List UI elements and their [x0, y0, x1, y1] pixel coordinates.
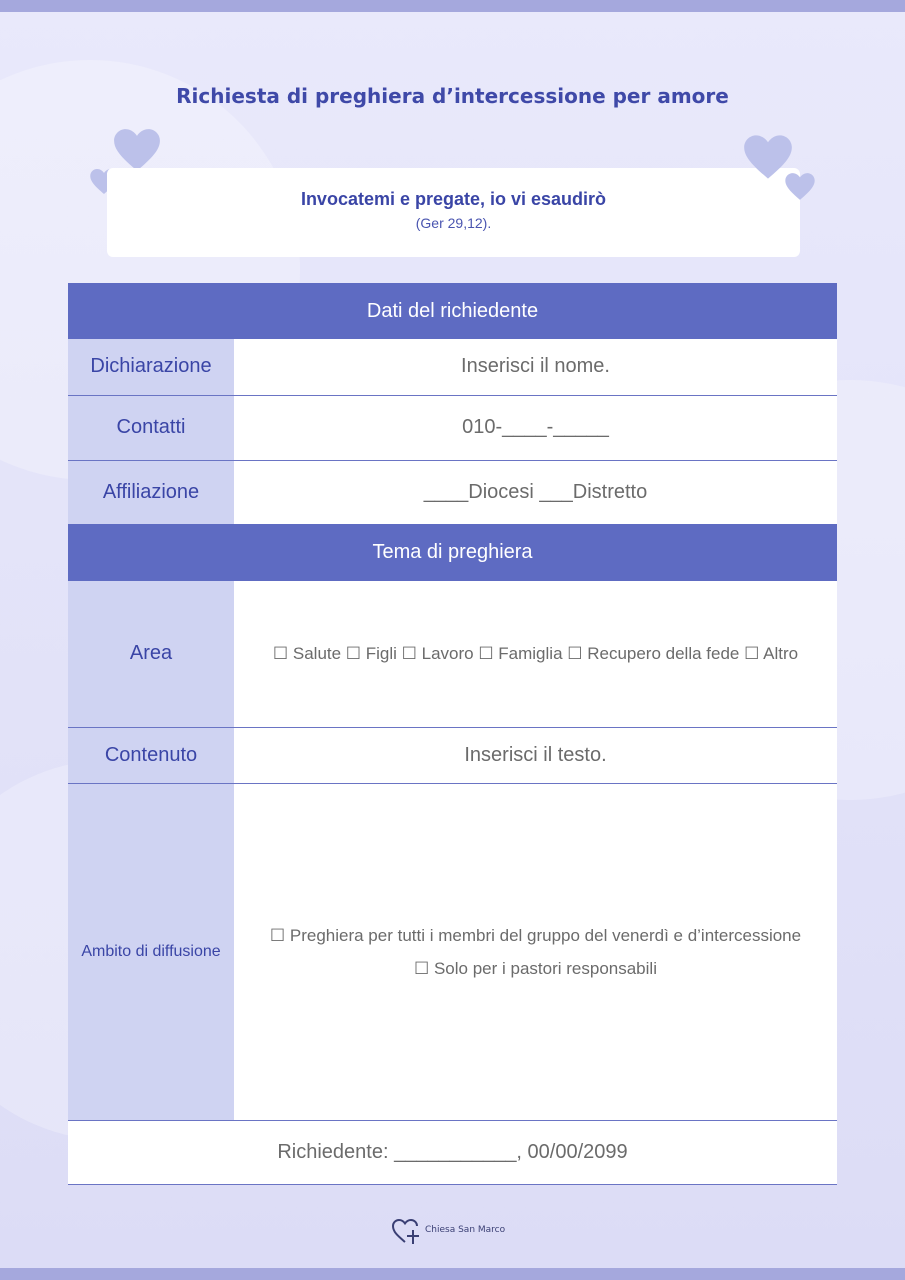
church-logo [390, 1214, 505, 1246]
bottom-accent-bar [0, 1268, 905, 1280]
label-declaration: Dichiarazione [68, 339, 234, 395]
distribution-scope-options [234, 783, 837, 1120]
quote-card [107, 168, 800, 257]
page-title: Richiesta di preghiera d’intercessione per amore [176, 84, 729, 108]
label-content: Contenuto [68, 727, 234, 783]
heart-cross-icon [390, 1215, 424, 1245]
heart-icon [784, 171, 816, 202]
bible-quote: Invocatemi e pregate, io vi esaudirò [300, 189, 607, 209]
label-affiliation: Affiliazione [68, 460, 234, 524]
name-field[interactable]: Inserisci il nome. [234, 339, 837, 395]
top-accent-bar [0, 0, 905, 12]
prayer-request-form [68, 283, 837, 1185]
scope-option-pastors-only[interactable]: ☐ Solo per i pastori responsabili [414, 958, 657, 978]
label-area: Area [68, 581, 234, 727]
affiliation-field[interactable]: ____Diocesi ___Distretto [234, 460, 837, 524]
label-distribution-scope: Ambito di diffusione [68, 783, 234, 1120]
church-name: Chiesa San Marco [425, 1225, 506, 1235]
heart-icon [112, 126, 162, 174]
quote-reference: (Ger 29,12). [415, 215, 492, 231]
phone-field[interactable]: 010-____-_____ [234, 395, 837, 460]
section-header-prayer-topic: Tema di preghiera [68, 524, 837, 581]
requester-signature-line[interactable]: Richiedente: ___________, 00/00/2099 [68, 1120, 837, 1184]
area-options[interactable]: ☐ Salute ☐ Figli ☐ Lavoro ☐ Famiglia ☐ Recupero della fede ☐ Altro [234, 581, 837, 727]
label-contacts: Contatti [68, 395, 234, 460]
scope-option-all-members[interactable]: ☐ Preghiera per tutti i membri del gruppo del venerdì e d’intercessione [269, 925, 802, 945]
content-field[interactable]: Inserisci il testo. [234, 727, 837, 783]
section-header-requester: Dati del richiedente [68, 283, 837, 339]
